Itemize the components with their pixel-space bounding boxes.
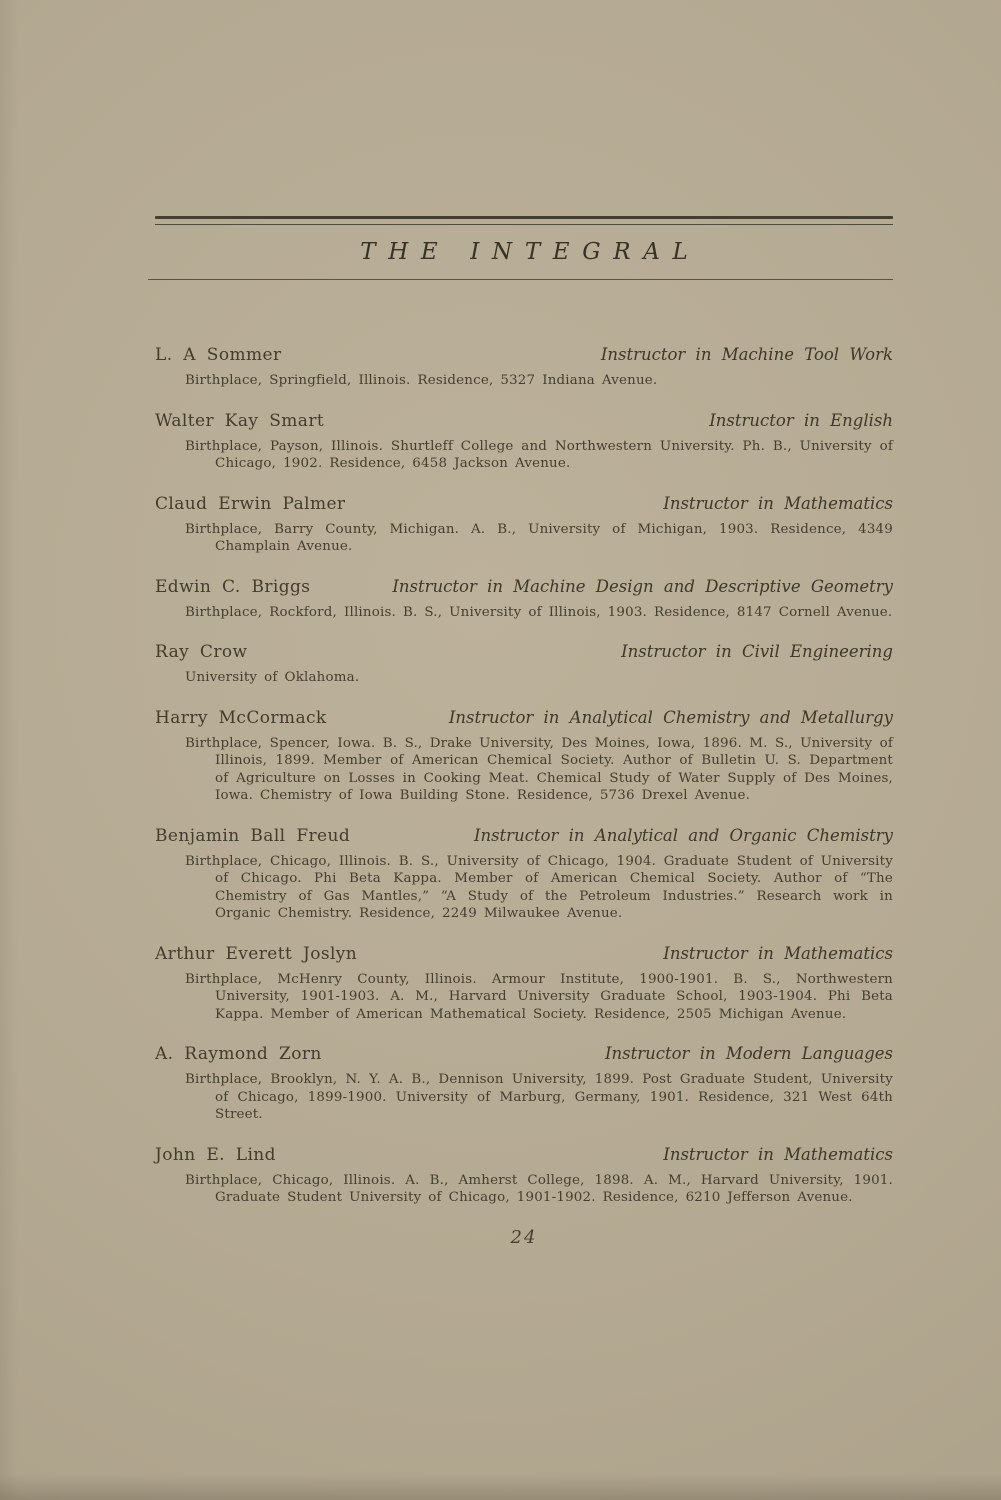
faculty-entry — [155, 1043, 893, 1124]
faculty-entry — [155, 825, 893, 923]
entry-header — [155, 825, 893, 847]
faculty-entry — [155, 493, 893, 556]
double-rule-top — [155, 216, 893, 219]
instructor-name: Arthur Everett Joslyn — [155, 943, 358, 964]
instructor-details: Birthplace, Rockford, Illinois. B. S., University of Illinois, 1903. Residence, 8147 Cornell Avenue. — [185, 604, 893, 620]
instructor-title: Instructor in Mathematics — [663, 943, 893, 963]
entry-header — [155, 1043, 893, 1065]
entry-header — [155, 707, 893, 729]
instructor-title: Instructor in Analytical and Organic Chemistry — [473, 825, 893, 845]
entry-header — [155, 641, 893, 663]
instructor-details: Birthplace, Payson, Illinois. Shurtleff College and Northwestern University. Ph. B., University of Chicago, 1902. Residence, 6458 Jackson Avenue. — [185, 438, 893, 471]
faculty-entry — [155, 410, 893, 473]
instructor-name: Harry McCormack — [155, 707, 327, 728]
instructor-title: Instructor in Mathematics — [663, 493, 893, 513]
instructor-details: Birthplace, Chicago, Illinois. B. S., University of Chicago, 1904. Graduate Student of University of Chicago. Phi Beta Kappa. Member of American Chemical Society. Author of “The Chemistry of Gas Mantles,” “A Study of the Petroleum Industries.” Research work in Organic Chemistry. Residence, 2249 Milwaukee Avenue. — [185, 853, 893, 921]
faculty-entry — [155, 344, 893, 390]
running-head-title: THE INTEGRAL — [360, 239, 701, 265]
entry-header — [155, 1144, 893, 1166]
instructor-name: Claud Erwin Palmer — [155, 493, 346, 514]
faculty-entry — [155, 943, 893, 1024]
entry-header — [155, 493, 893, 515]
instructor-name: A. Raymond Zorn — [155, 1044, 322, 1064]
entry-header — [155, 943, 893, 965]
faculty-entry — [155, 707, 893, 805]
double-rule-bottom — [155, 224, 893, 225]
instructor-name: Benjamin Ball Freud — [155, 825, 351, 846]
faculty-entry — [155, 641, 893, 687]
instructor-name: John E. Lind — [155, 1144, 276, 1165]
single-rule — [148, 279, 893, 280]
instructor-title: Instructor in English — [709, 410, 893, 430]
instructor-name: L. A Sommer — [155, 345, 282, 365]
instructor-details: Birthplace, Chicago, Illinois. A. B., Amherst College, 1898. A. M., Harvard University, 1901. Graduate Student University of Chicago, 1901-1902. Residence, 6210 Jefferson Avenue. — [185, 1172, 893, 1205]
instructor-details: Birthplace, Barry County, Michigan. A. B., University of Michigan, 1903. Residence, 4349 Champlain Avenue. — [185, 521, 893, 554]
instructor-title: Instructor in Modern Languages — [605, 1044, 893, 1063]
instructor-name: Walter Kay Smart — [155, 410, 325, 431]
faculty-entry — [155, 1144, 893, 1207]
faculty-list — [155, 344, 893, 1207]
instructor-title: Instructor in Machine Design and Descriptive Geometry — [392, 576, 893, 596]
entry-header — [155, 410, 893, 432]
instructor-details: University of Oklahoma. — [185, 670, 360, 685]
instructor-details: Birthplace, Springfield, Illinois. Residence, 5327 Indiana Avenue. — [185, 373, 658, 388]
entry-header — [155, 344, 893, 366]
faculty-entry — [155, 576, 893, 622]
entry-header — [155, 576, 893, 598]
instructor-name: Ray Crow — [155, 642, 248, 662]
instructor-details: Birthplace, Spencer, Iowa. B. S., Drake University, Des Moines, Iowa, 1896. M. S., University of Illinois, 1899. Member of American Chemical Society. Author of Bulletin U. S. Department of Agriculture on Losses in Cooking Meat. Chemical Study of Water Supply of Des Moines, Iowa. Chemistry of Iowa Building Stone. Residence, 5736 Drexel Avenue. — [185, 735, 893, 803]
instructor-name: Edwin C. Briggs — [155, 576, 311, 597]
instructor-title: Instructor in Analytical Chemistry and Metallurgy — [448, 707, 893, 727]
text-column — [155, 216, 893, 1248]
instructor-details: Birthplace, Brooklyn, N. Y. A. B., Dennison University, 1899. Post Graduate Student, University of Chicago, 1899-1900. University of Marburg, Germany, 1901. Residence, 321 West 64th Street. — [185, 1072, 893, 1122]
instructor-title: Instructor in Machine Tool Work — [600, 345, 893, 364]
page-number: 24 — [510, 1226, 538, 1248]
instructor-title: Instructor in Civil Engineering — [621, 642, 893, 661]
header-rules — [155, 216, 893, 225]
instructor-details: Birthplace, McHenry County, Illinois. Armour Institute, 1900-1901. B. S., Northwestern University, 1901-1903. A. M., Harvard University Graduate School, 1903-1904. Phi Beta Kappa. Member of American Mathematical Society. Residence, 2505 Michigan Avenue. — [185, 971, 893, 1022]
instructor-title: Instructor in Mathematics — [663, 1144, 893, 1164]
